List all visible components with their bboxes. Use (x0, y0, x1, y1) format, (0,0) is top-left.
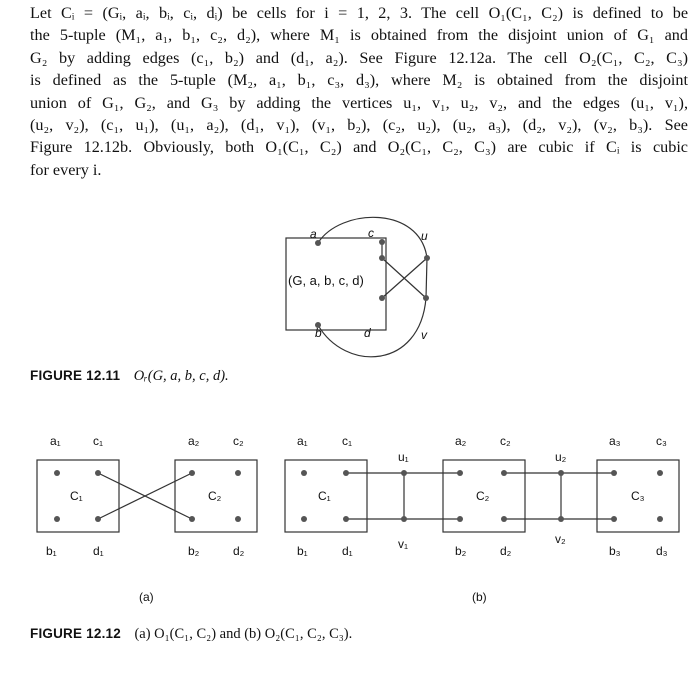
vertex (343, 516, 349, 522)
paragraph-line: union of G₁, G₂, and G₃ by adding the vertices u₁, v₁, u₂, v₂, and the edges (u₁, v₁), (30, 93, 688, 112)
vertex (235, 470, 241, 476)
label-v: v (421, 328, 427, 342)
label-a: a₂ (188, 434, 200, 448)
figure-12-caption (30, 626, 352, 643)
sublabel-a: (a) (139, 590, 154, 604)
figure-12-caption-label: FIGURE 12.12 (30, 626, 121, 641)
label-d: d (364, 326, 371, 340)
label-b: b₃ (609, 544, 621, 558)
label-b: b₂ (188, 544, 200, 558)
label-d: d₁ (342, 544, 353, 558)
label-c: c₁ (342, 434, 353, 448)
vertex-v2 (558, 516, 564, 522)
paragraph-line: Let Cᵢ = (Gᵢ, aᵢ, bᵢ, cᵢ, dᵢ) be cells for i = 1, 2, 3. The cell O₁(C₁, C₂) is defined to be (30, 4, 688, 22)
paragraph-line: (u₂, v₂), (c₁, u₁), (u₁, a₂), (d₁, v₁), (v₁, b₂), (c₂, u₂), (u₂, a₃), (d₂, v₂), (v₂, b₃). See (30, 116, 688, 135)
figure-12-11-labels (288, 226, 428, 342)
label-u: u (421, 229, 428, 243)
label-b: b₁ (46, 544, 57, 558)
sublabel-b: (b) (472, 590, 487, 604)
vertex (95, 516, 101, 522)
vertex (301, 516, 307, 522)
label-b: b₂ (455, 544, 467, 558)
vertex (457, 470, 463, 476)
vertex-v (423, 295, 429, 301)
vertex (611, 516, 617, 522)
paragraph-line: for every i. (30, 160, 102, 179)
vertex-c (379, 239, 385, 245)
vertex (611, 470, 617, 476)
label-u2: u₂ (555, 450, 567, 464)
vertex-c-inner (379, 255, 385, 261)
label-box: (G, a, b, c, d) (288, 273, 364, 288)
label-d: d₁ (93, 544, 104, 558)
label-d: d₂ (233, 544, 245, 558)
label-cell: C₂ (208, 489, 222, 503)
figure-11-caption-text: Oᵣ(G, a, b, c, d). (133, 368, 229, 384)
label-c: c₁ (93, 434, 104, 448)
edge-u-v (426, 258, 427, 298)
label-a: a₂ (455, 434, 467, 448)
vertex-d-inner (379, 295, 385, 301)
label-b: b (315, 326, 322, 340)
label-d: d₃ (656, 544, 668, 558)
vertex (501, 516, 507, 522)
vertex-u1 (401, 470, 407, 476)
vertex (189, 470, 195, 476)
label-cell: C₁ (318, 489, 331, 503)
label-a: a₁ (50, 434, 61, 448)
label-c: c₂ (500, 434, 511, 448)
label-v1: v₁ (398, 537, 409, 551)
paragraph-line: G₂ by adding edges (c₁, b₂) and (d₁, a₂). See Figure 12.12a. The cell O₂(C₁, C₂, C₃) (30, 48, 688, 67)
vertex-u (424, 255, 430, 261)
label-cell: C₂ (476, 489, 490, 503)
label-a: a₁ (297, 434, 308, 448)
figure-12-12-boxes (37, 460, 679, 532)
vertex (54, 470, 60, 476)
vertex (54, 516, 60, 522)
vertex (343, 470, 349, 476)
vertex (301, 470, 307, 476)
label-cell: C₁ (70, 489, 83, 503)
figure-11-caption (30, 368, 229, 385)
vertex (501, 470, 507, 476)
paragraph-line: Figure 12.12b. Obviously, both O₁(C₁, C₂) and O₂(C₁, C₂, C₃) are cubic if Cᵢ is cubic (30, 138, 688, 157)
label-cell: C₃ (631, 489, 645, 503)
edge-arc-b-v (318, 298, 426, 357)
vertex-v1 (401, 516, 407, 522)
label-u1: u₁ (398, 450, 409, 464)
label-c: c₃ (656, 434, 667, 448)
vertex (95, 470, 101, 476)
paragraph-line: the 5-tuple (M₁, a₁, b₁, c₂, d₂), where M₁ is obtained from the disjoint union of G₁ and (30, 26, 688, 45)
vertex (657, 516, 663, 522)
label-a: a₃ (609, 434, 621, 448)
paragraph-line: is defined as the 5-tuple (M₂, a₁, b₁, c₃, d₃), where M₂ is obtained from the disjoint (30, 71, 688, 90)
label-d: d₂ (500, 544, 512, 558)
figure-12-caption-text: (a) O₁(C₁, C₂) and (b) O₂(C₁, C₂, C₃). (134, 626, 353, 642)
figure-11-caption-label: FIGURE 12.11 (30, 368, 121, 383)
vertex-u2 (558, 470, 564, 476)
vertex (457, 516, 463, 522)
vertex (657, 470, 663, 476)
label-a: a (310, 227, 317, 241)
label-v2: v₂ (555, 532, 566, 546)
label-b: b₁ (297, 544, 308, 558)
vertex (235, 516, 241, 522)
label-c: c₂ (233, 434, 244, 448)
vertex (189, 516, 195, 522)
label-c: c (368, 226, 374, 240)
